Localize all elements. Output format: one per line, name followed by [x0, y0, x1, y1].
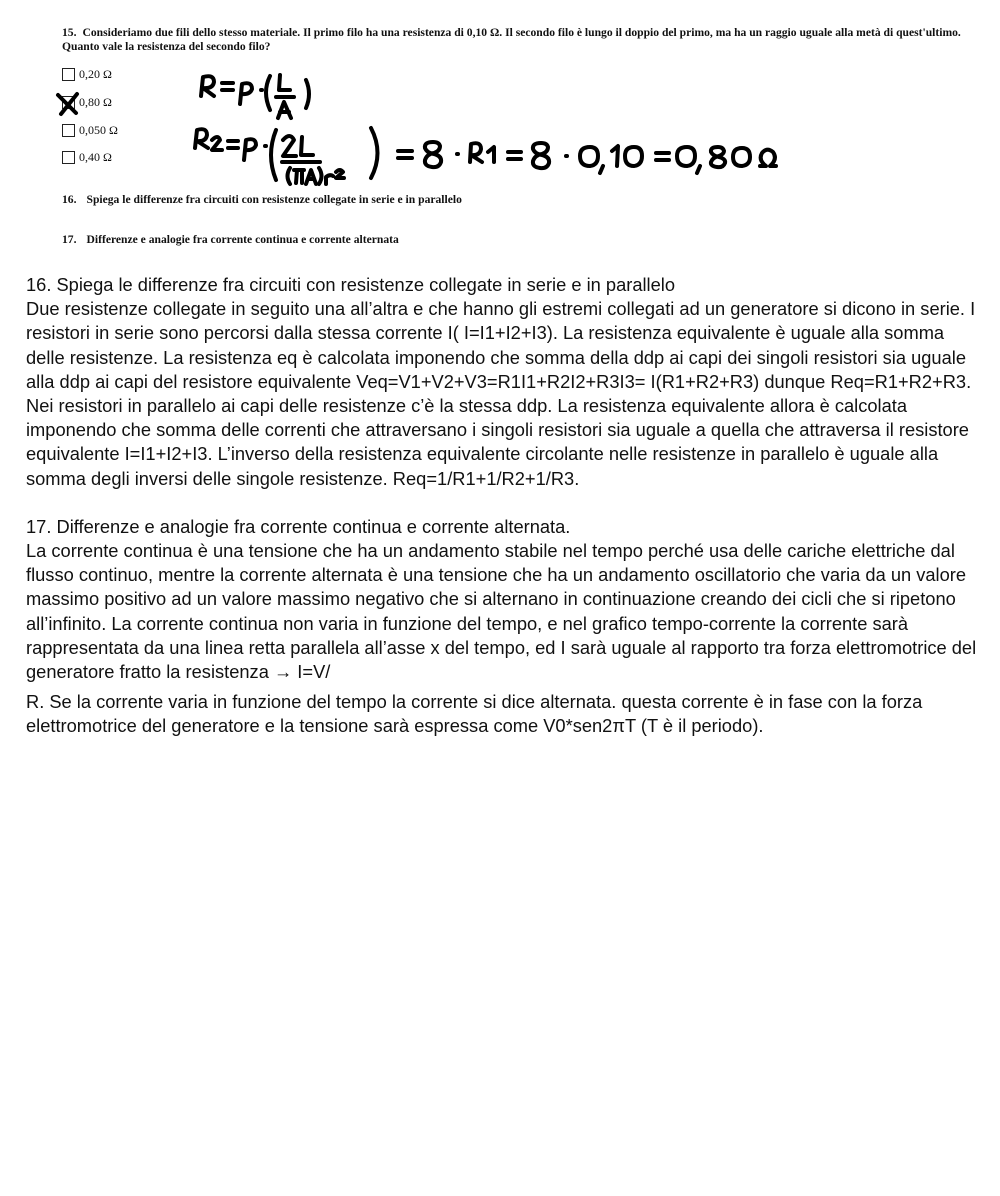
answer-17-paragraph-2: R. Se la corrente varia in funzione del tempo la corrente si dice alternata. questa corrente è in fase con la forza elettromotrice del generatore e la tensione sarà espressa come V0*sen2πT (T è il periodo).: [26, 691, 923, 737]
answers-section: [26, 273, 986, 739]
answer-17-paragraph-1: La corrente continua è una tensione che ha un andamento stabile nel tempo perché usa delle cariche elettriche dal flusso continuo, mentre la corrente alternata è una tensione che ha un andamento oscillatorio che varia da un valore massimo positivo ad un valore massimo negativo che si alternano in continuazione creando dei cicli che si ripetono all’infinito. La corrente continua non varia in funzione del tempo, e nel grafico tempo-corrente la corrente sarà rappresentata da una linea retta parallela all’asse x del tempo, ed I sarà uguale al rapporto tra forza elettromotrice del generatore fratto la resistenza → I=V/: [26, 540, 977, 683]
question-16-text: Spiega le differenze fra circuiti con resistenze collegate in serie e in parallelo: [86, 193, 462, 206]
handwritten-formula-line-1: [201, 75, 309, 118]
paragraph-gap: [26, 491, 986, 515]
question-17-text: Differenze e analogie fra corrente continua e corrente alternata: [86, 233, 399, 246]
question-15-text: Consideriamo due fili dello stesso materiale. Il primo filo ha una resistenza di 0,10 Ω. Il secondo filo è lungo il doppio del primo, ma ha un raggio uguale alla metà di quest'ultimo. Quanto vale la resistenza del secondo filo?: [62, 26, 961, 53]
question-17: [62, 233, 399, 247]
answer-16-paragraph-2: Nei resistori in parallelo ai capi delle resistenze c’è la stessa ddp. La resistenza equivalente allora è calcolata imponendo che somma delle correnti che attraversano i singoli resistori sia uguale a quella che attraversa il resistore equivalente I=I1+I2+I3. L’inverso della resistenza equivalente circolante nelle resistenze in parallelo è uguale alla somma degli inversi delle singole resistenze. Req=1/R1+1/R2+1/R3.: [26, 395, 969, 489]
handwritten-check-mark: [58, 94, 77, 114]
answer-16-title: 16. Spiega le differenze fra circuiti con resistenze collegate in serie e in parallelo: [26, 274, 676, 295]
question-16-number: 16.: [62, 193, 77, 206]
option-label: 0,20 Ω: [79, 66, 112, 81]
handwritten-formula-line-2: [195, 128, 776, 184]
question-16: [62, 193, 462, 207]
handwritten-solution-drawing: [0, 0, 1000, 200]
option-label: 0,80 Ω: [79, 94, 112, 109]
answer-17-title: 17. Differenze e analogie fra corrente continua e corrente alternata.: [26, 515, 571, 537]
option-label: 0,40 Ω: [79, 149, 112, 164]
question-15-number: 15.: [62, 26, 77, 39]
question-17-number: 17.: [62, 233, 77, 246]
option-label: 0,050 Ω: [79, 122, 118, 137]
answer-16-paragraph-1: Due resistenze collegate in seguito una all’altra e che hanno gli estremi collegati ad un generatore si dicono in serie. I resistori in serie sono percorsi dalla stessa corrente I( I=I1+I2+I3). La resistenza equivalente è uguale alla somma delle resistenze. La resistenza eq è calcolata imponendo che somma della ddp ai capi dei singoli resistori sia uguale alla ddp ai capi del resistore equivalente Veq=V1+V2+V3=R1I1+R2I2+R3I3= I(R1+R2+R3) dunque Req=R1+R2+R3.: [26, 298, 976, 392]
